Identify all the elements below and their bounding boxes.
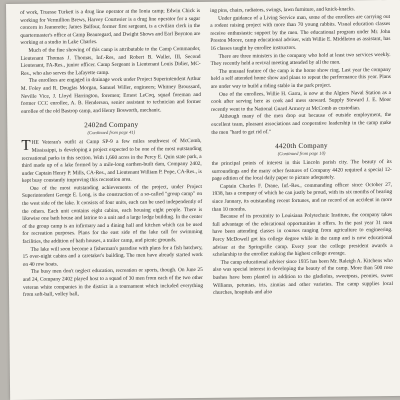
paragraph: One of the enrollees, Willie H. Garra, is now at the Algiers Naval Station as a cook after serving here as cook and mess steward. Supply Steward J. E. Moor recently went to the National Guard Armory at McComb as custodian.: [211, 89, 392, 113]
paragraph: Captain Charles F. Drane, Inf.-Res., commanding officer since October 27, 1938, has a company of which he can justly be proud, with its six months of hearing since January, its outstanding recent fortunes, and no record of an accident in more than 10 months.: [211, 181, 393, 213]
paragraph: Under guidance of a Living Service man, some of the enrollees are carrying out a rodent raising project with more than 70 young rabbits. Visual education classes receive enthusiastic support by the men. The educational program under Mr. John Preston Moore, camp educational adviser, with Willie E. Middleton as assistant, has 16 classes taught by enrollee instructors.: [210, 13, 391, 52]
paragraph: One of the most outstanding achievements of the project, under Project Superintendent George E. Long, is the construction of a so-called "group camp" on the west side of the lake. It consists of four units, each can be used independently of the others. Each unit contains eight cabins, each housing eight people. There is likewise one bath house and latrine to a unit and a large lodge building. In the center of the group camp is an infirmary and a dining hall and kitchen which can be used for recreation purposes. Plans for the east side of the lake call for swimming facilities, the addition of bath houses, a trailer camp, and picnic grounds.: [21, 183, 203, 245]
paragraph: Much of the fine showing of this camp is attributable to the Camp Commander, Lieutenant Thomas J. Thomas, Inf.-Res, and Robert B. Waller, III, Second Lieutenant, FA-Res., junior officer. Camp Sergeant is Lieutenant Louis Didier, MC-Res., who also serves the Lafayette camp.: [20, 45, 201, 77]
drop-cap: T: [21, 138, 31, 155]
paragraph: of work, Truesse Turkett is a drug line operator at the Ionia camp; Edwin Chick is working for Vermillion Brews, Harvey Courtesier is a drug line operator for a sugar concern in Jeanerette; James Balfour, former first sergeant, is a civilian clerk in the quartermaster's office at Camp Beauregard, and Dwight Shows and Earl Boynton are working at a studio in Lake Charles.: [20, 7, 201, 47]
paragraph: The enrollees are engaged in drainage work under Project Superintendent Arthur M. Foley and R. Douglas Morgan, Samuel Willer, engineers; Whitney Broussard, Neville Vice, J. Lloyd Harrington, foremen; Ernest LeCoq, squad foreman and former CCC enrollee, A. B. Henderson, senior assistant to technician and former enrollee of the old Bastrop camp, and Henry Bosworth, mechanic.: [20, 76, 202, 115]
section-heading-4420th: 4420th Company: [275, 141, 328, 151]
document-page: [6, 0, 400, 400]
paragraph: ing pins, chairs, radiators, swings, lawn furniture, and knick-knacks.: [210, 6, 355, 14]
paragraph: Although many of the men drop out because of outside employment, the excellent team, pleasant associations and cooperative leadership in the camp make the men "hard to get rid of.": [211, 112, 392, 136]
left-column: [20, 8, 203, 300]
right-column: [210, 6, 393, 298]
paragraph: The busy men don't neglect education, recreation or sports, though. On June 25 and 24, Company 2402 played host to a squad of 30 men from each of the two other veteran white companies in the district in a tournament which included everything from soft-ball, volley ball,: [22, 267, 203, 299]
paragraph: the principal points of interest in this Lincoln parish city. The beauty of its surroundings and the many other features of Company 4420 required a special 12-page edition of the local daily paper to picture adequately.: [211, 159, 392, 183]
paragraph: There are three ministers in the company who hold at least two services weekly. They recently held a revival meeting attended by all the men.: [210, 51, 391, 68]
paragraph: Because of its proximity to Louisiana Polytechnic Institute, the company takes full advantage of the educational opportunities it offers. In the past year 31 men have been attending classes in courses ranging from agriculture to engineering. Percy McDowell got his college degree while in the camp and is now educational adviser at the Springville camp. Every year the college president awards a scholarship to the enrollee making the highest college average.: [212, 212, 393, 259]
paragraph-text: HE Veteran's outfit at Camp SP-9 a few miles southwest of McComb, Mississippi, is developing a project expected to be one of the most outstanding recreational parks in this section. With 1,660 acres in the Percy E. Quin state park, a third made up of a lake formed by a mile-long earthen-built dam, Company 2402, under Captain Henry P. Mills, CA-Res., and Lieutenant William P. Pope, CA-Res., is kept busy constantly improving this recreation area.: [21, 138, 202, 185]
paragraph: The unusual feature of the camp is the home show ring. Last year the company held a self attended home show and plans to repeat the performance this year. Plans are under way to build a riding stable in the park project.: [210, 66, 391, 90]
paragraph-dropcap: [21, 138, 201, 185]
section-subtitle: (Continued from page 10): [277, 150, 326, 157]
section-heading-2402nd: 2402nd Company: [84, 120, 139, 130]
section-subtitle: (Continued from page 41): [87, 129, 136, 136]
paragraph: The camp educational adviser since 1935 has been Mr. Raleigh A. Kitchens who also was special interest in developing the beauty of the camp. More than 500 rose bushes have been planted in addition to the gladiolus, sweetpeas, peonies, sweet Williams, petunias, iris, zinnias and other varieties. The camp supplies local churches, hospitals and also: [212, 257, 393, 297]
paragraph: The lake will soon become a fisherman's paradise with plans for a fish hatchery, 15 over-night cabins and a caretaker's building. The men have already started work on 40 row boats.: [22, 244, 203, 268]
